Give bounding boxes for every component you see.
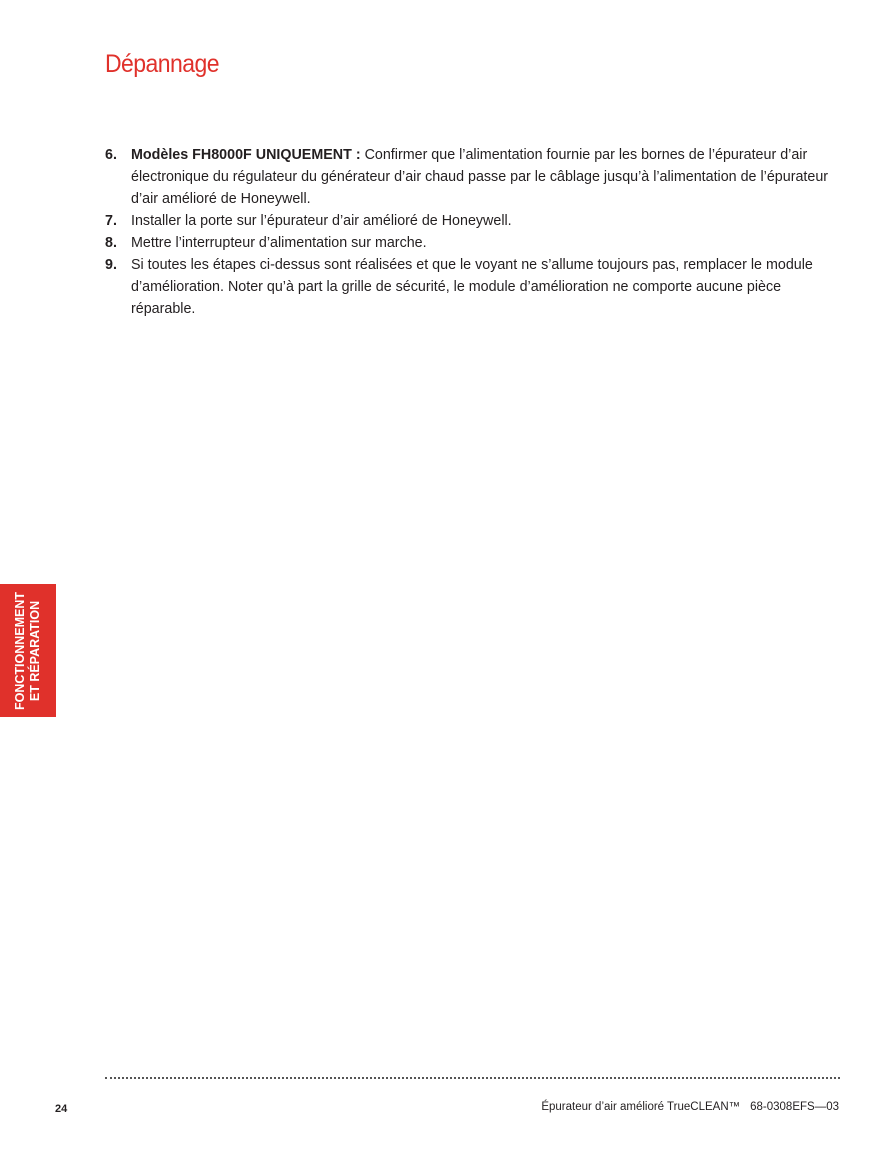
steps-list xyxy=(105,144,845,320)
side-tab-line-2: ET RÉPARATION xyxy=(28,600,42,701)
footer-document-info xyxy=(541,1101,839,1113)
page-title: Dépannage xyxy=(105,50,219,78)
page-number: 24 xyxy=(55,1103,68,1115)
list-item-step-9 xyxy=(105,254,845,320)
section-side-tab xyxy=(0,584,56,717)
footer-document-code: 68-0308EFS—03 xyxy=(750,1101,839,1113)
step-number: 7. xyxy=(105,213,117,229)
step-text: Mettre l’interrupteur d’alimentation sur marche. xyxy=(131,235,427,251)
list-item-step-6 xyxy=(105,144,845,210)
step-number: 8. xyxy=(105,235,117,251)
list-item-step-8 xyxy=(105,232,845,254)
step-text: Si toutes les étapes ci-dessus sont réalisées et que le voyant ne s’allume toujours pas, remplacer le module d’amélioration. Noter qu’à part la grille de sécurité, le module d’amélioration ne comporte aucune pièce réparable. xyxy=(131,257,813,317)
step-number: 9. xyxy=(105,257,117,273)
step-text: Confirmer que l’alimentation fournie par les bornes de l’épurateur d’air électronique du régulateur du générateur d’air chaud passe par le câblage jusqu’à l’alimentation de l’épurateur d’air amélioré de Honeywell. xyxy=(131,147,829,207)
side-tab-label xyxy=(13,591,43,709)
list-item-step-7 xyxy=(105,210,845,232)
step-text: Installer la porte sur l’épurateur d’air amélioré de Honeywell. xyxy=(131,213,512,229)
step-lead: Modèles FH8000F UNIQUEMENT : xyxy=(131,147,361,163)
footer-document-title: Épurateur d’air amélioré TrueCLEAN™ xyxy=(541,1101,741,1113)
side-tab-line-1: FONCTIONNEMENT xyxy=(13,591,27,710)
step-number: 6. xyxy=(105,147,117,163)
footer-divider xyxy=(105,1077,840,1079)
